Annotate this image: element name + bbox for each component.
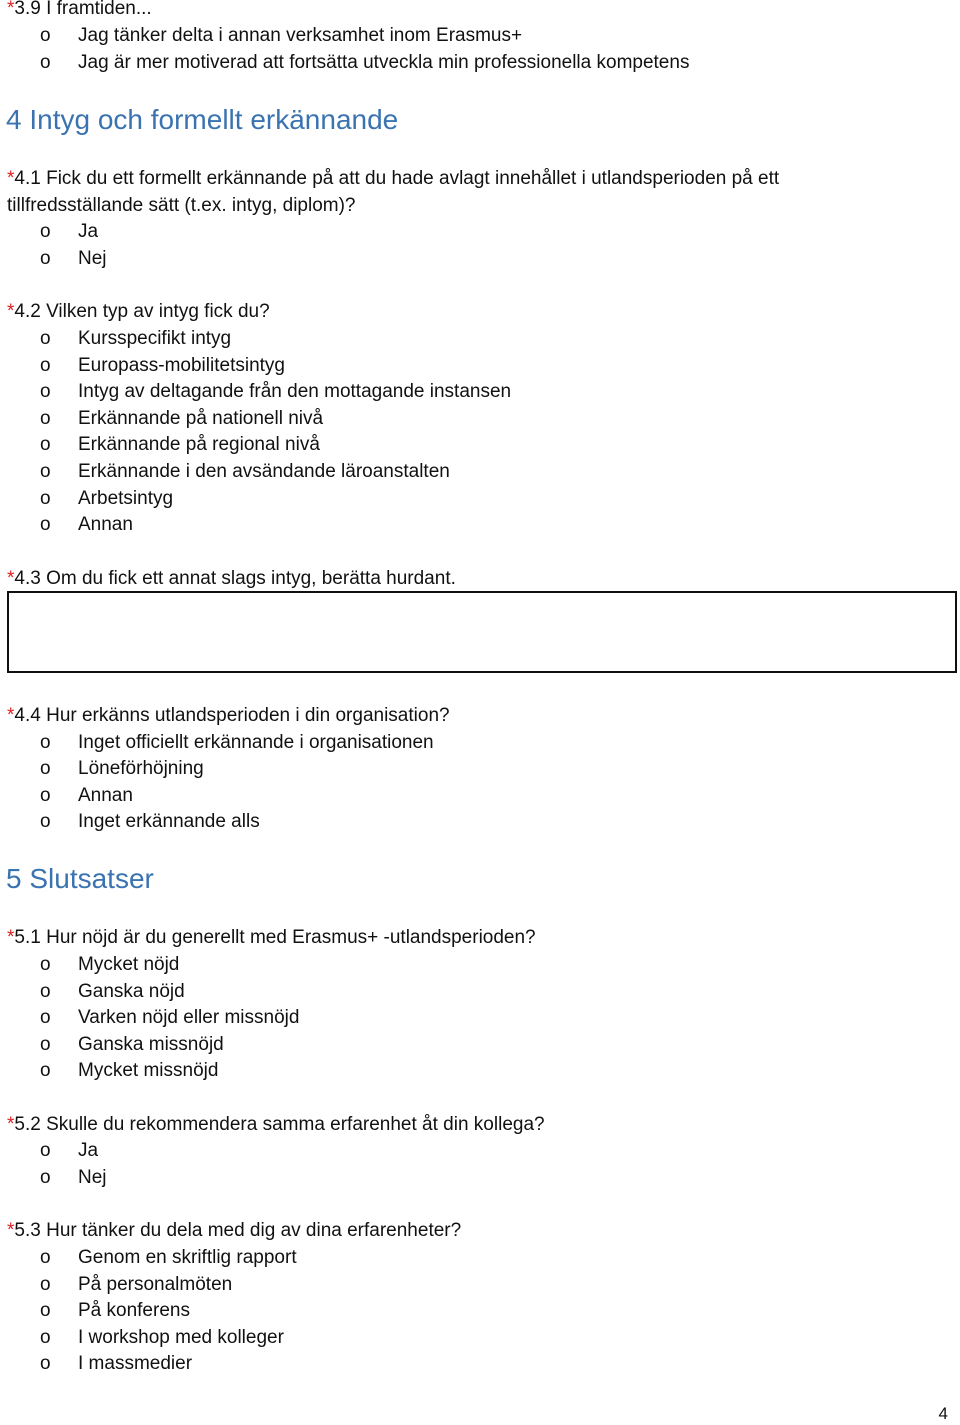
- option-5-2-1[interactable]: o Ja: [40, 1140, 99, 1161]
- question-5-3: *5.3 Hur tänker du dela med dig av dina erfarenheter?: [7, 1220, 462, 1241]
- option-5-1-4[interactable]: o Ganska missnöjd: [40, 1034, 224, 1055]
- question-4-1-cont: tillfredsställande sätt (t.ex. intyg, diplom)?: [7, 195, 356, 216]
- option-4-4-2[interactable]: o Löneförhöjning: [40, 758, 204, 779]
- option-4-4-4[interactable]: o Inget erkännande alls: [40, 811, 260, 832]
- question-4-3: *4.3 Om du fick ett annat slags intyg, berätta hurdant.: [7, 568, 456, 589]
- option-5-3-1[interactable]: o Genom en skriftlig rapport: [40, 1247, 297, 1268]
- question-5-1: *5.1 Hur nöjd är du generellt med Erasmus+ -utlandsperioden?: [7, 927, 536, 948]
- question-4-4: *4.4 Hur erkänns utlandsperioden i din organisation?: [7, 705, 450, 726]
- option-4-2-8[interactable]: o Annan: [40, 514, 133, 535]
- option-4-2-1[interactable]: o Kursspecifikt intyg: [40, 328, 232, 349]
- option-5-3-3[interactable]: o På konferens: [40, 1300, 190, 1321]
- option-4-2-4[interactable]: o Erkännande på nationell nivå: [40, 408, 324, 429]
- section-heading-5: 5 Slutsatser: [6, 863, 154, 894]
- page-number: 4: [938, 1404, 948, 1423]
- option-4-2-5[interactable]: o Erkännande på regional nivå: [40, 434, 320, 455]
- option-4-4-3[interactable]: o Annan: [40, 785, 133, 806]
- option-5-2-2[interactable]: o Nej: [40, 1167, 107, 1188]
- option-5-3-5[interactable]: o I massmedier: [40, 1353, 193, 1374]
- option-4-2-2[interactable]: o Europass-mobilitetsintyg: [40, 355, 285, 376]
- option-4-1-2[interactable]: o Nej: [40, 248, 107, 269]
- option-4-4-1[interactable]: o Inget officiellt erkännande i organisationen: [40, 732, 434, 753]
- option-4-1-1[interactable]: o Ja: [40, 221, 99, 242]
- option-3-9-2[interactable]: o Jag är mer motiverad att fortsätta utveckla min professionella kompetens: [40, 52, 690, 73]
- option-5-1-1[interactable]: o Mycket nöjd: [40, 954, 180, 975]
- question-4-1: *4.1 Fick du ett formellt erkännande på att du hade avlagt innehållet i utlandsperioden på ett: [7, 168, 780, 189]
- question-3-9: *3.9 I framtiden...: [7, 0, 152, 19]
- option-5-3-4[interactable]: o I workshop med kolleger: [40, 1327, 284, 1348]
- option-5-1-2[interactable]: o Ganska nöjd: [40, 981, 185, 1002]
- option-4-2-6[interactable]: o Erkännande i den avsändande läroanstalten: [40, 461, 450, 482]
- option-5-1-5[interactable]: o Mycket missnöjd: [40, 1060, 219, 1081]
- section-heading-4: 4 Intyg och formellt erkännande: [6, 104, 399, 135]
- question-5-2: *5.2 Skulle du rekommendera samma erfarenhet åt din kollega?: [7, 1114, 545, 1135]
- option-3-9-1[interactable]: o Jag tänker delta i annan verksamhet inom Erasmus+: [40, 25, 523, 46]
- option-5-3-2[interactable]: o På personalmöten: [40, 1274, 233, 1295]
- answer-text-box[interactable]: [7, 591, 957, 673]
- option-5-1-3[interactable]: o Varken nöjd eller missnöjd: [40, 1007, 300, 1028]
- question-4-2: *4.2 Vilken typ av intyg fick du?: [7, 301, 270, 322]
- option-4-2-3[interactable]: o Intyg av deltagande från den mottagande instansen: [40, 381, 512, 402]
- option-4-2-7[interactable]: o Arbetsintyg: [40, 488, 174, 509]
